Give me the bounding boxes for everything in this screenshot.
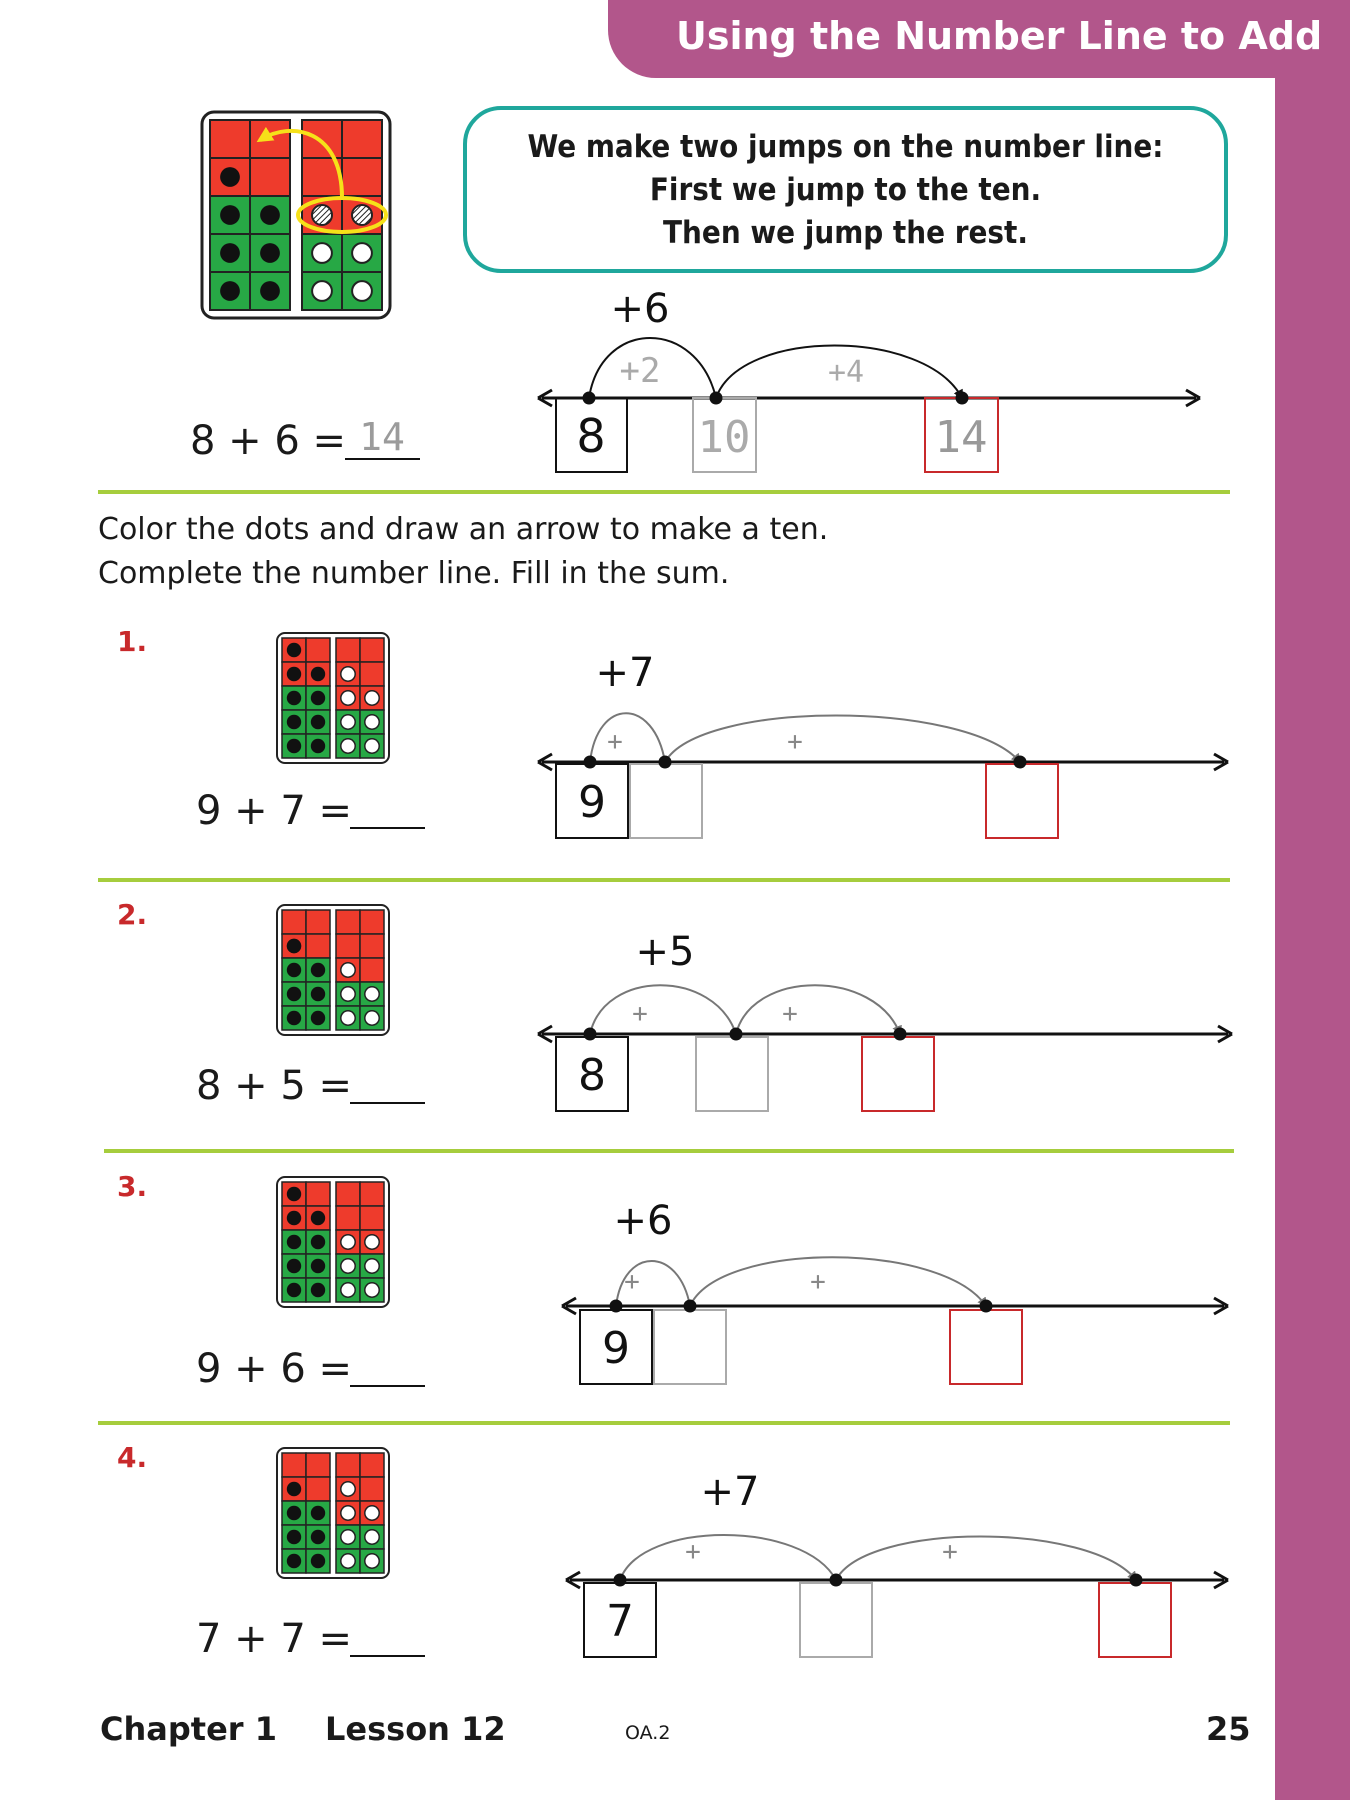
problem-1-counter-filled	[287, 691, 301, 705]
problem-3-counter-open	[341, 1283, 355, 1297]
problem-4-counter-open	[341, 1482, 355, 1496]
problem-1-counter-open	[341, 691, 355, 705]
problem-2-counter-filled	[311, 987, 325, 1001]
callout-line-3: Then we jump the rest.	[663, 215, 1028, 251]
example-counter-filled	[260, 205, 280, 225]
footer-chapter: Chapter 1	[100, 1710, 277, 1748]
problem-4-line-point	[1130, 1574, 1143, 1587]
problem-4-jump-mark-1: +	[685, 1537, 701, 1567]
problem-4-counter-filled	[287, 1482, 301, 1496]
problem-4-cell	[336, 1453, 360, 1477]
problem-1-counter-filled	[311, 691, 325, 705]
problem-3-counter-open	[341, 1259, 355, 1273]
problem-3-counter-filled	[287, 1259, 301, 1273]
problem-3-counter-open	[341, 1235, 355, 1249]
problem-2-start-value: 8	[578, 1050, 606, 1101]
problem-1-ten-frame	[277, 633, 389, 763]
problem-number-4: 4.	[117, 1441, 148, 1474]
problem-number-1: 1.	[117, 625, 148, 658]
problem-4-equation: 7 + 7 =	[196, 1616, 353, 1662]
problem-3-sum-box	[950, 1310, 1022, 1384]
problem-4-line-point	[830, 1574, 843, 1587]
problem-1-start-value: 9	[578, 777, 606, 828]
problem-4-counter-open	[341, 1506, 355, 1520]
problem-4-ten-box	[800, 1583, 872, 1657]
example-counter-filled	[260, 281, 280, 301]
problem-number-2: 2.	[117, 898, 148, 931]
problem-3-cell	[360, 1182, 384, 1206]
footer-lesson: Lesson 12	[325, 1710, 506, 1748]
problem-3-line-point	[980, 1300, 993, 1313]
problem-1-counter-filled	[311, 667, 325, 681]
problem-2-counter-filled	[311, 963, 325, 977]
example-cell	[342, 158, 382, 196]
instruction-line-1: Color the dots and draw an arrow to make a ten.	[98, 512, 829, 547]
problem-4-total-jump: +7	[700, 1469, 760, 1515]
problem-3-equation: 9 + 6 =	[196, 1346, 353, 1392]
example-jump2-traced: +4	[827, 355, 865, 390]
problem-4-cell	[282, 1453, 306, 1477]
problem-3-line-point	[684, 1300, 697, 1313]
problem-2-cell	[360, 910, 384, 934]
problem-1-counter-filled	[287, 643, 301, 657]
page-title: Using the Number Line to Add	[676, 14, 1323, 58]
problem-1-cell	[360, 662, 384, 686]
problem-4-counter-open	[365, 1506, 379, 1520]
problem-4-cell	[306, 1477, 330, 1501]
problem-3-cell	[360, 1206, 384, 1230]
problem-3-cell	[306, 1182, 330, 1206]
problem-3-ten-frame	[277, 1177, 389, 1307]
example-jump1-traced: +2	[619, 351, 661, 391]
problem-3-start-value: 9	[602, 1323, 630, 1374]
problem-4-counter-filled	[311, 1554, 325, 1568]
problem-1-jump-arc	[590, 713, 665, 762]
problem-4-counter-open	[365, 1530, 379, 1544]
example-end-traced: 14	[934, 412, 988, 463]
problem-1-ten-box	[630, 764, 702, 838]
example-line-point	[710, 392, 723, 405]
problem-3-jump-mark-1: +	[624, 1267, 640, 1297]
problem-1-counter-open	[341, 667, 355, 681]
problem-3-counter-filled	[287, 1235, 301, 1249]
problem-1-counter-open	[365, 691, 379, 705]
problem-1-jump-mark-1: +	[607, 727, 623, 757]
example-counter-filled	[220, 281, 240, 301]
problem-3-ten-box	[654, 1310, 726, 1384]
problem-3-counter-filled	[287, 1211, 301, 1225]
callout-line-2: First we jump to the ten.	[649, 172, 1042, 208]
example-cell	[210, 120, 250, 158]
problem-2-counter-open	[341, 1011, 355, 1025]
problem-2-cell	[336, 910, 360, 934]
example-cell	[342, 120, 382, 158]
problem-1-cell	[336, 638, 360, 662]
problem-1-line-point	[1014, 756, 1027, 769]
problem-1-line-point	[659, 756, 672, 769]
problem-2-counter-filled	[287, 963, 301, 977]
problem-4-jump-arc	[836, 1537, 1136, 1581]
problem-2-cell	[282, 910, 306, 934]
example-counter-filled	[260, 243, 280, 263]
example-counter-filled	[220, 243, 240, 263]
example-start-value: 8	[576, 409, 606, 463]
problem-4-counter-filled	[287, 1554, 301, 1568]
problem-2-counter-open	[341, 987, 355, 1001]
example-counter-open	[312, 243, 332, 263]
problem-2-counter-filled	[287, 987, 301, 1001]
problem-3-counter-filled	[287, 1283, 301, 1297]
example-answer-traced: 14	[359, 415, 405, 459]
problem-4-line-point	[614, 1574, 627, 1587]
problem-4-cell	[306, 1453, 330, 1477]
callout-line-1: We make two jumps on the number line:	[527, 129, 1164, 165]
problem-3-counter-filled	[287, 1187, 301, 1201]
example-ten-traced: 10	[697, 412, 751, 463]
problem-2-counter-filled	[311, 1011, 325, 1025]
problem-4-ten-frame	[277, 1448, 389, 1578]
problem-1-counter-filled	[287, 667, 301, 681]
example-counter-open	[352, 281, 372, 301]
problem-3-cell	[336, 1182, 360, 1206]
problem-2-sum-box	[862, 1037, 934, 1111]
problem-3-counter-filled	[311, 1211, 325, 1225]
problem-3-counter-filled	[311, 1259, 325, 1273]
problem-3-counter-filled	[311, 1283, 325, 1297]
example-equation: 8 + 6 =	[190, 418, 347, 464]
problem-1-jump-mark-2: +	[787, 727, 803, 757]
example-counter-moved	[312, 205, 332, 225]
example-counter-filled	[220, 205, 240, 225]
problem-1-counter-open	[365, 739, 379, 753]
problem-2-cell	[306, 910, 330, 934]
problem-1-cell	[360, 638, 384, 662]
problem-4-cell	[360, 1453, 384, 1477]
problem-4-counter-filled	[311, 1506, 325, 1520]
problem-4-cell	[360, 1477, 384, 1501]
problem-number-3: 3.	[117, 1170, 148, 1203]
problem-1-counter-filled	[311, 739, 325, 753]
problem-1-counter-filled	[311, 715, 325, 729]
problem-2-counter-open	[365, 1011, 379, 1025]
example-cell	[302, 120, 342, 158]
problem-4-counter-filled	[311, 1530, 325, 1544]
problem-2-counter-open	[341, 963, 355, 977]
example-counter-moved	[352, 205, 372, 225]
problem-3-counter-open	[365, 1283, 379, 1297]
problem-3-jump-arc	[690, 1257, 986, 1306]
problem-2-line-point	[584, 1028, 597, 1041]
example-counter-filled	[220, 167, 240, 187]
example-counter-open	[312, 281, 332, 301]
problem-2-line-point	[894, 1028, 907, 1041]
problem-3-counter-filled	[311, 1235, 325, 1249]
problem-1-equation: 9 + 7 =	[196, 788, 353, 834]
example-cell	[250, 158, 290, 196]
problem-1-counter-filled	[287, 715, 301, 729]
problem-4-counter-open	[341, 1554, 355, 1568]
problem-2-jump-arc	[736, 985, 900, 1034]
problem-2-jump-mark-2: +	[782, 999, 798, 1029]
problem-2-line-point	[730, 1028, 743, 1041]
problem-4-counter-filled	[287, 1506, 301, 1520]
instruction-line-2: Complete the number line. Fill in the sum.	[98, 556, 730, 591]
problem-4-jump-mark-2: +	[942, 1537, 958, 1567]
problem-4-counter-open	[341, 1530, 355, 1544]
problem-2-cell	[306, 934, 330, 958]
problem-1-counter-open	[341, 715, 355, 729]
problem-1-sum-box	[986, 764, 1058, 838]
problem-2-ten-box	[696, 1037, 768, 1111]
problem-1-jump-arc	[665, 716, 1020, 763]
problem-2-cell	[360, 934, 384, 958]
problem-4-counter-open	[365, 1554, 379, 1568]
example-total-jump: +6	[610, 286, 670, 332]
example-cell	[250, 120, 290, 158]
problem-4-counter-filled	[287, 1530, 301, 1544]
problem-1-counter-filled	[287, 739, 301, 753]
problem-1-line-point	[584, 756, 597, 769]
problem-2-jump-arc	[590, 985, 736, 1034]
problem-2-cell	[336, 934, 360, 958]
problem-2-jump-mark-1: +	[632, 999, 648, 1029]
example-counter-open	[352, 243, 372, 263]
problem-2-counter-filled	[287, 1011, 301, 1025]
problem-2-counter-filled	[287, 939, 301, 953]
example-line-point	[956, 392, 969, 405]
problem-1-counter-open	[341, 739, 355, 753]
problem-1-total-jump: +7	[595, 650, 655, 696]
problem-1-counter-open	[365, 715, 379, 729]
problem-2-ten-frame	[277, 905, 389, 1035]
problem-3-counter-open	[365, 1235, 379, 1249]
problem-3-jump-mark-2: +	[810, 1267, 826, 1297]
problem-2-counter-open	[365, 987, 379, 1001]
problem-3-line-point	[610, 1300, 623, 1313]
page-number: 25	[1206, 1710, 1251, 1748]
problem-3-counter-open	[365, 1259, 379, 1273]
problem-4-jump-arc	[620, 1535, 836, 1580]
problem-4-start-value: 7	[606, 1596, 634, 1647]
problem-2-cell	[360, 958, 384, 982]
problem-3-cell	[336, 1206, 360, 1230]
problem-2-equation: 8 + 5 =	[196, 1063, 353, 1109]
problem-3-total-jump: +6	[613, 1198, 673, 1244]
problem-4-sum-box	[1099, 1583, 1171, 1657]
problem-1-cell	[306, 638, 330, 662]
footer-standard: OA.2	[625, 1722, 671, 1744]
problem-2-total-jump: +5	[635, 929, 695, 975]
example-line-point	[583, 392, 596, 405]
